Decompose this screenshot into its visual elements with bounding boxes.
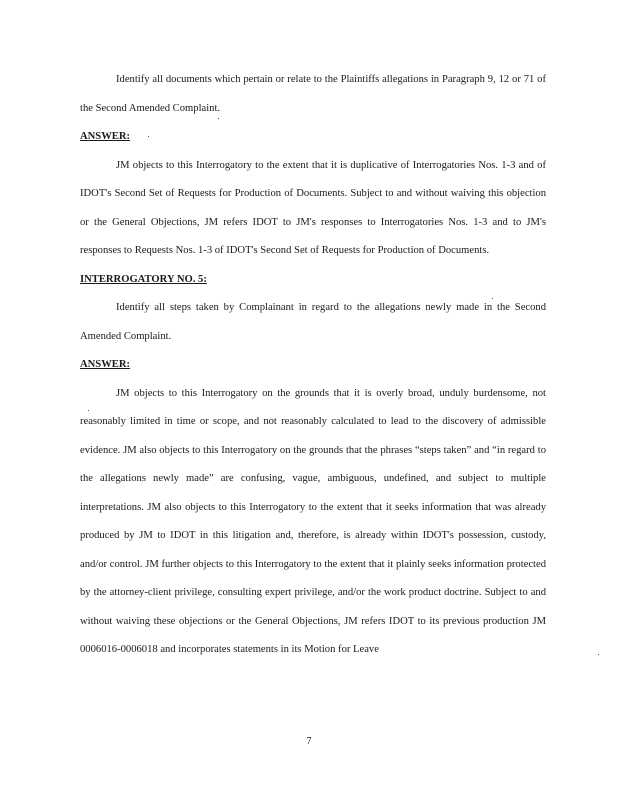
scan-speck xyxy=(88,410,89,411)
answer-heading: ANSWER: xyxy=(80,131,131,142)
interrogatory-5-heading: INTERROGATORY NO. 5: xyxy=(80,273,207,285)
interrogatory-5-answer: JM objects to this Interrogatory on the grounds that it is overly broad, unduly burdensome, not reasonably limited in time or scope, and not reasonably calculated to lead to the discovery of admissible evidence. JM also objects to this Interrogatory on the grounds that the phrases “steps taken” and “in regard to the allegations newly made” are confusing, vague, ambiguous, undefined, and subject to multiple interpretations. JM also objects to this Interrogatory to the extent that it seeks information that was already produced by JM to IDOT in this litigation and, therefore, is already within IDOT's possession, custody, and/or control. JM further objects to this Interrogatory to the extent that it plainly seeks information protected by the attorney-client privilege, consulting expert privilege, and/or the work product doctrine. Subject to and without waiving these objections or the General Objections, JM refers IDOT to its previous production JM 0006016-0006018 and incorporates statements in its Motion for Leave xyxy=(80,387,546,655)
interrogatory-4-answer: JM objects to this Interrogatory to the extent that it is duplicative of Interrogatories Nos. 1-3 and of IDOT's Second Set of Requests for Production of Documents. Subject to and without waiving this objection or the General Objections, JM refers IDOT to JM's responses to Interrogatories Nos. 1-3 and to JM's responses to Requests Nos. 1-3 of IDOT's Second Set of Requests for Production of Documents. xyxy=(80,159,546,256)
interrogatory-5-request: Identify all steps taken by Complainant in regard to the allegations newly made in the Second Amended Complaint. xyxy=(80,302,546,342)
scan-speck xyxy=(492,298,493,299)
document-body xyxy=(80,66,546,665)
answer-heading: ANSWER: xyxy=(80,359,131,370)
interrogatory-4-request: Identify all documents which pertain or relate to the Plaintiffs allegations in Paragraph 9, 12 or 71 of the Second Amended Complaint. xyxy=(80,74,546,114)
page-number: 7 xyxy=(306,736,312,747)
scan-speck xyxy=(218,118,219,119)
scan-speck xyxy=(148,136,149,137)
scan-speck xyxy=(598,654,599,655)
